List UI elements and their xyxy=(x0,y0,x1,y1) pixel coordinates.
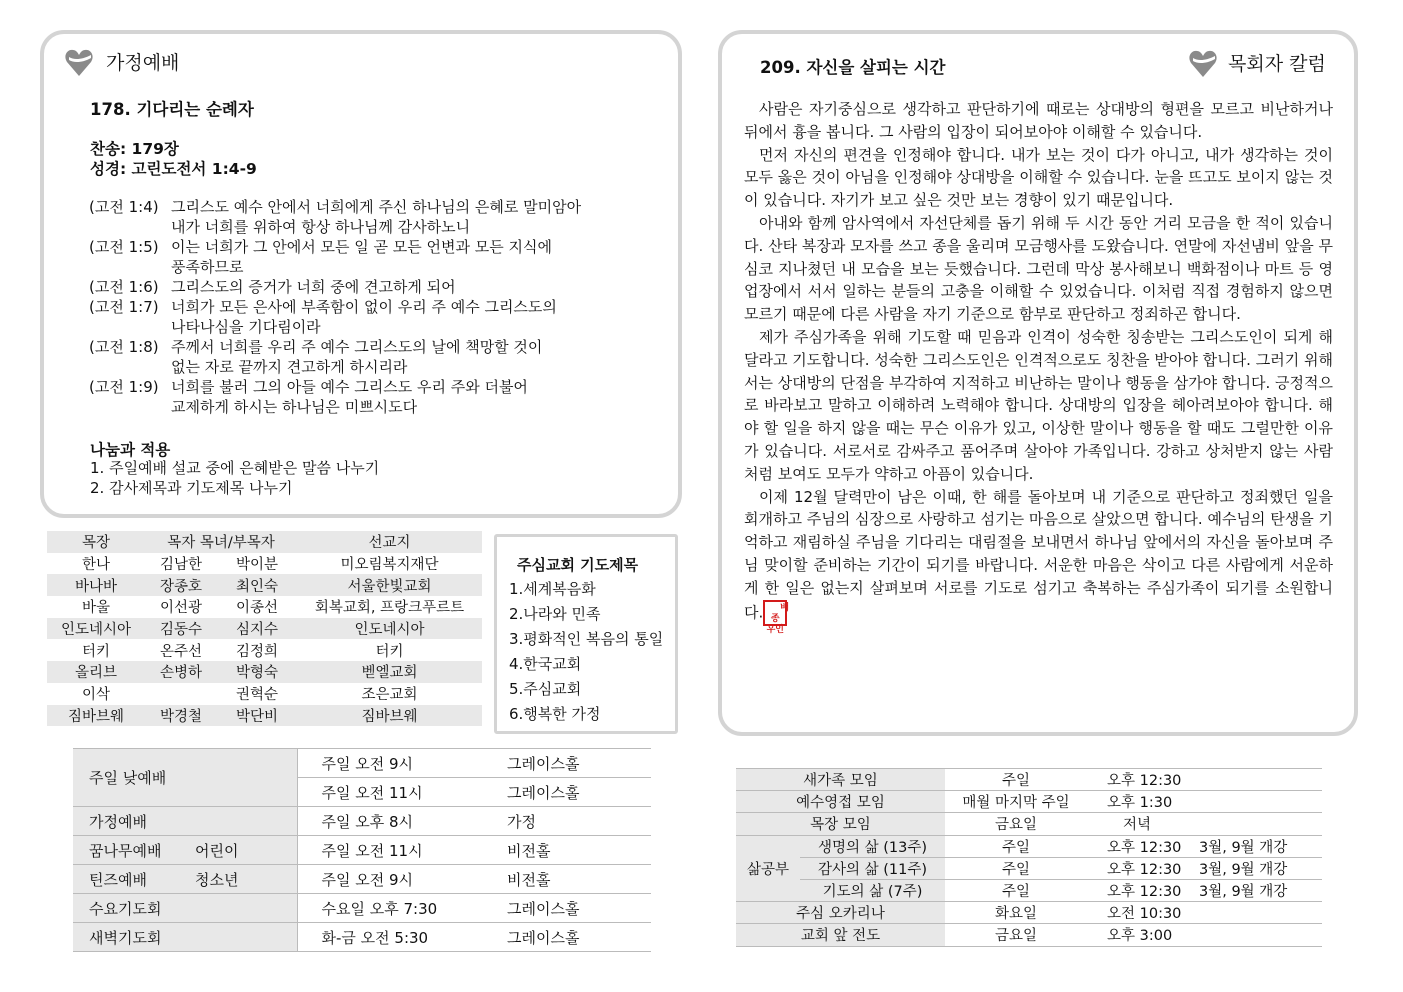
prayer-item: 5.주심교회 xyxy=(509,680,582,698)
table-header-row xyxy=(47,531,482,553)
sharing-list xyxy=(90,458,379,498)
heart-icon xyxy=(1188,49,1218,79)
verse-2: (고전 1:5) 이는 너희가 그 안에서 모든 일 곧 모든 언변과 모든 지식에 풍족하므로 xyxy=(89,238,552,276)
table-row: 주일 오전 11시 그레이스홀 xyxy=(73,778,651,807)
table-row: 바울 이선광 이종선 회복교회, 프랑크푸르트 xyxy=(47,596,482,618)
column-header: 목회자 칼럼 xyxy=(1228,53,1326,75)
hymn-number: 찬송: 179장 xyxy=(90,140,179,158)
table-row: 틴즈예배 청소년 주일 오전 9시 비전홀 xyxy=(73,865,651,894)
table-row: 이삭 권혁순 조은교회 xyxy=(47,683,482,705)
column-header: 목자 목녀/부목자 xyxy=(145,531,297,553)
prayer-item: 6.행복한 가정 xyxy=(509,705,601,723)
scripture-reference: 성경: 고린도전서 1:4-9 xyxy=(90,160,257,178)
table-row: 삶공부 생명의 삶 (13주) 주일 오후 12:30 3월, 9월 개강 xyxy=(736,835,1322,857)
column-header: 선교지 xyxy=(297,531,482,553)
heart-icon xyxy=(64,48,94,78)
column-paragraph: 먼저 자신의 편견을 인정해야 합니다. 내가 보는 것이 다가 아니고, 내가 생각하는 것이 모두 옳은 것이 아님을 인정해야 상대방을 이해할 수 있습니다. 눈을 뜨고도 보이지 않는 것이 있습니다. 자기가 보고 싶은 것만 보는 경향이 있기 때문입니다. xyxy=(744,145,1333,210)
table-row: 새가족 모임 주일 오후 12:30 xyxy=(736,769,1322,791)
family-worship-panel xyxy=(40,30,682,518)
prayer-item: 4.한국교회 xyxy=(509,655,582,673)
sharing-item: 2. 감사제목과 기도제목 나누기 xyxy=(90,479,293,497)
column-title: 209. 자신을 살피는 시간 xyxy=(760,58,946,77)
prayer-title: 주심교회 기도제목 xyxy=(517,556,639,574)
worship-schedule-table xyxy=(73,748,651,952)
table-row: 주일 낮예배 주일 오전 9시 그레이스홀 xyxy=(73,749,651,778)
column-paragraph: 사람은 자기중심으로 생각하고 판단하기에 때로는 상대방의 형편을 모르고 비난하거나 뒤에서 흉을 봅니다. 그 사람의 입장이 되어보아야 이해할 수 있습니다. xyxy=(744,100,1333,141)
column-header: 목장 xyxy=(47,531,145,553)
prayer-item: 1.세계복음화 xyxy=(509,580,596,598)
table-row: 수요기도회 수요일 오후 7:30 그레이스홀 xyxy=(73,894,651,923)
seal-stamp: 배종 우인 xyxy=(763,600,787,626)
column-paragraph: 이제 12월 달력만이 남은 이때, 한 해를 돌아보며 내 기준으로 판단하고 정죄했던 일을 회개하고 주님의 심장으로 사랑하고 섬기는 마음으로 살았으면 합니다. 예수님의 탄생을 기억하고 재림하실 주님을 기다리는 대림절을 보내면서 하나님 앞에서의 자신을 돌아보며 주님 맞이할 준비하는 기간이 되기를 바랍니다. 서운한 마음은 삭이고 다른 사람에게 서운하게 한 일은 없는지 살펴보며 서로를 기도로 섬기고 축복하는 주심가족이 되기를 소원합니다. 배종 우인 xyxy=(744,487,1333,635)
table-row: 예수영접 모임 매월 마지막 주일 오후 1:30 xyxy=(736,791,1322,813)
verse-4: (고전 1:7) 너희가 모든 은사에 부족함이 없이 우리 주 예수 그리스도의 나타나심을 기다림이라 xyxy=(89,298,557,336)
verse-3: (고전 1:6) 그리스도의 증거가 너희 중에 견고하게 되어 xyxy=(89,278,456,296)
table-row: 인도네시아 김동수 심지수 인도네시아 xyxy=(47,618,482,640)
column-paragraph: 아내와 함께 암사역에서 자선단체를 돕기 위해 두 시간 동안 거리 모금을 한 적이 있습니다. 산타 복장과 모자를 쓰고 종을 울리며 모금행사를 도왔습니다. 연말에 자선냄비 앞을 무심코 지나쳤던 내 모습을 보는 듯했습니다. 그런데 막상 봉사해보니 백화점이나 마트 등 영업장에서 서서 일하는 분들의 고충을 이해할 수 있었습니다. 이처럼 직접 경험하지 않으면 모르기 때문에 다른 사람을 자기 기준으로 함부로 판단하고 정죄하곤 합니다. xyxy=(744,213,1333,324)
table-row: 교회 앞 전도 금요일 오후 3:00 xyxy=(736,924,1322,946)
prayer-requests-box xyxy=(494,534,678,734)
meetings-table xyxy=(736,768,1322,947)
verse-1: (고전 1:4) 그리스도 예수 안에서 너희에게 주신 하나님의 은혜로 말미암아 내가 너희를 위하여 항상 하나님께 감사하노니 xyxy=(89,198,582,236)
study-group-label: 삶공부 xyxy=(736,835,800,902)
table-row: 감사의 삶 (11주) 주일 오후 12:30 3월, 9월 개강 xyxy=(736,857,1322,879)
table-row: 주심 오카리나 화요일 오전 10:30 xyxy=(736,902,1322,924)
table-row: 가정예배 주일 오후 8시 가정 xyxy=(73,807,651,836)
prayer-item: 2.나라와 민족 xyxy=(509,605,601,623)
table-row: 새벽기도회 화-금 오전 5:30 그레이스홀 xyxy=(73,923,651,952)
sharing-item: 1. 주일예배 설교 중에 은혜받은 말씀 나누기 xyxy=(90,459,380,477)
sharing-title: 나눔과 적용 xyxy=(90,441,171,459)
table-row: 한나 김남한 박이분 미오림복지재단 xyxy=(47,553,482,575)
verse-5: (고전 1:8) 주께서 너희를 우리 주 예수 그리스도의 날에 책망할 것이 없는 자로 끝까지 견고하게 하시리라 xyxy=(89,338,543,376)
table-row: 꿈나무예배 어린이 주일 오전 11시 비전홀 xyxy=(73,836,651,865)
panel-header: 가정예배 xyxy=(106,52,180,74)
table-row: 목장 모임 금요일 저녁 xyxy=(736,813,1322,835)
table-row: 바나바 장종호 최인숙 서울한빛교회 xyxy=(47,574,482,596)
column-paragraph: 제가 주심가족을 위해 기도할 때 믿음과 인격이 성숙한 칭송받는 그리스도인이 되게 해달라고 기도합니다. 성숙한 그리스도인은 인격적으로도 칭찬을 받아야 합니다. 그러기 위해서는 상대방의 단점을 부각하여 지적하고 비난하는 말이나 행동을 삼가야 합니다. 긍정적으로 바라보고 말하고 이해하려 노력해야 합니다. 상대방의 입장을 헤아려보아야 합니다. 해야 할 일을 하지 않을 때는 무슨 이유가 있고, 이상한 말이나 행동을 할 때도 그럴만한 이유가 있습니다. 서로서로 감싸주고 품어주며 살아야 가족입니다. 강하고 상처받지 않는 사람처럼 보여도 모두가 약하고 아픔이 있습니다. xyxy=(744,327,1333,483)
prayer-item: 3.평화적인 복음의 통일 xyxy=(509,630,664,648)
sunday-worship-label: 주일 낮예배 xyxy=(73,749,297,807)
table-row: 올리브 손병하 박형숙 벧엘교회 xyxy=(47,661,482,683)
table-row: 짐바브웨 박경철 박단비 짐바브웨 xyxy=(47,705,482,727)
table-row: 기도의 삶 (7주) 주일 오후 12:30 3월, 9월 개강 xyxy=(736,879,1322,901)
table-row: 터키 온주선 김정희 터키 xyxy=(47,639,482,661)
missions-table xyxy=(47,531,482,726)
devotion-title: 178. 기다리는 순례자 xyxy=(90,100,254,119)
verse-6: (고전 1:9) 너희를 불러 그의 아들 예수 그리스도 우리 주와 더불어 교제하게 하시는 하나님은 미쁘시도다 xyxy=(89,378,528,416)
column-body xyxy=(744,98,1333,635)
